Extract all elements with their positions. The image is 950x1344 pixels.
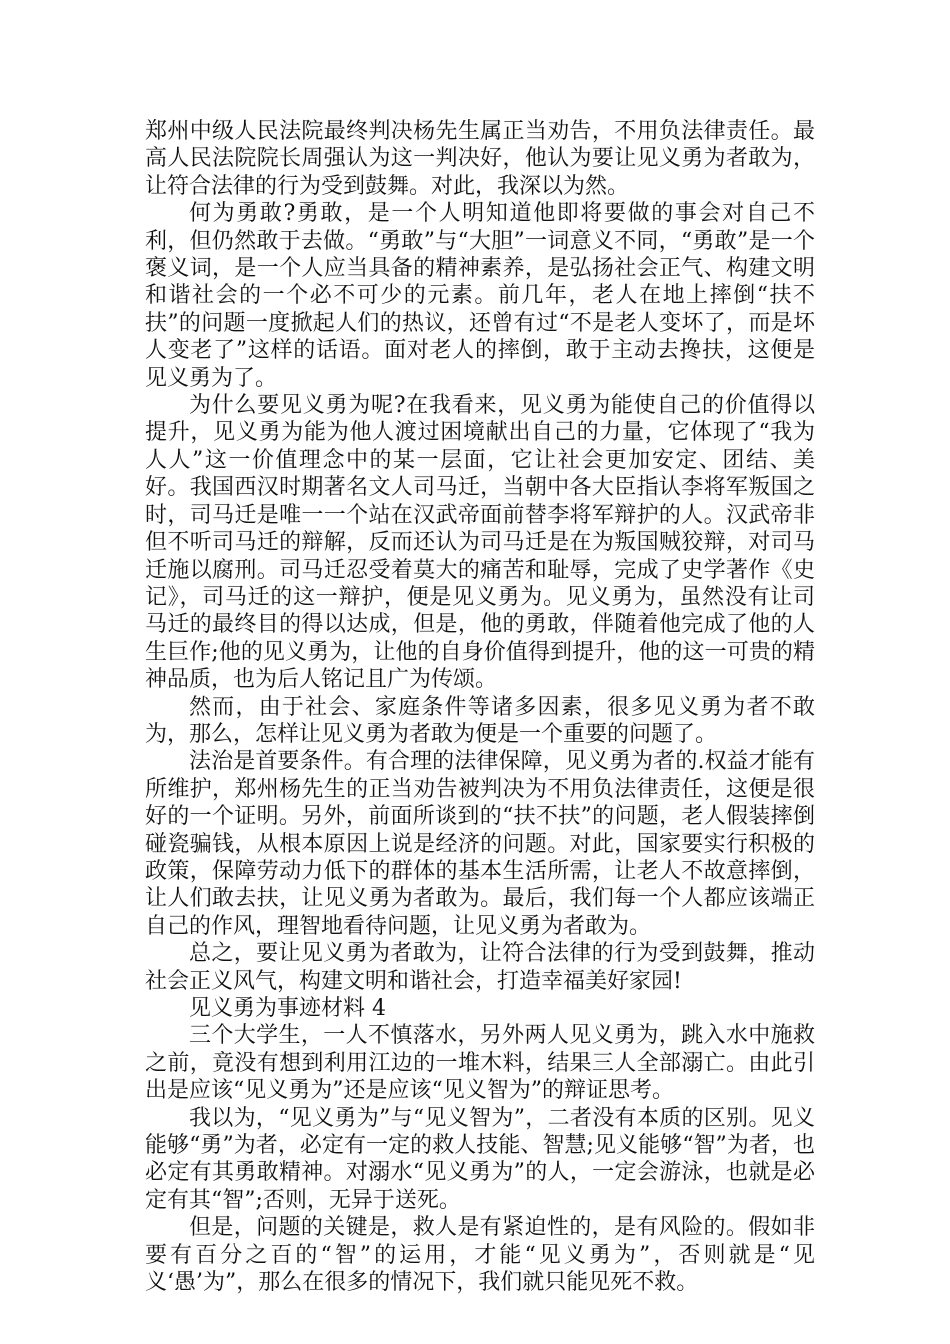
- paragraph: 郑州中级人民法院最终判决杨先生属正当劝告，不用负法律责任。最高人民法院院长周强认为这一判决好，他认为要让见义勇为者敢为，让符合法律的行为受到鼓舞。对此，我深以为然。: [145, 119, 815, 199]
- paragraph: 为什么要见义勇为呢?在我看来，见义勇为能使自己的价值得以提升，见义勇为能为他人渡过困境献出自己的力量，它体现了“我为人人”这一价值理念中的某一层面，它让社会更加安定、团结、美好。我国西汉时期著名文人司马迁，当朝中各大臣指认李将军叛国之时，司马迁是唯一一个站在汉武帝面前替李将军辩护的人。汉武帝非但不听司马迁的辩解，反而还认为司马迁是在为叛国贼狡辩，对司马迁施以腐刑。司马迁忍受着莫大的痛苦和耻辱，完成了史学著作《史记》，司马迁的这一辩护，便是见义勇为。见义勇为，虽然没有让司马迁的最终目的得以达成，但是，他的勇敢，伴随着他完成了他的人生巨作;他的见义勇为，让他的自身价值得到提升，他的这一可贵的精神品质，也为后人铭记且广为传颂。: [145, 393, 815, 693]
- paragraph: 总之，要让见义勇为者敢为，让符合法律的行为受到鼓舞，推动社会正义风气，构建文明和谐社会，打造幸福美好家园!: [145, 941, 815, 994]
- paragraph: 何为勇敢?勇敢，是一个人明知道他即将要做的事会对自己不利，但仍然敢于去做。“勇敢”与“大胆”一词意义不同，“勇敢”是一个褒义词，是一个人应当具备的精神素养，是弘扬社会正气、构建文明和谐社会的一个必不可少的元素。前几年，老人在地上摔倒“扶不扶”的问题一度掀起人们的热议，还曾有过“不是老人变坏了，而是坏人变老了”这样的话语。面对老人的摔倒，敢于主动去搀扶，这便是见义勇为了。: [145, 201, 815, 391]
- document-body: [145, 118, 815, 1296]
- paragraph: 然而，由于社会、家庭条件等诸多因素，很多见义勇为者不敢为，那么，怎样让见义勇为者敢为便是一个重要的问题了。: [145, 694, 815, 747]
- paragraph: 法治是首要条件。有合理的法律保障，见义勇为者的.权益才能有所维护，郑州杨先生的正当劝告被判决为不用负法律责任，这便是很好的一个证明。另外，前面所谈到的“扶不扶”的问题，老人假装摔倒碰瓷骗钱，从根本原因上说是经济的问题。对此，国家要实行积极的政策，保障劳动力低下的群体的基本生活所需，让老人不故意摔倒，让人们敢去扶，让见义勇为者敢为。最后，我们每一个人都应该端正自己的作风，理智地看待问题，让见义勇为者敢为。: [145, 749, 815, 939]
- section-heading: 见义勇为事迹材料 4: [189, 996, 386, 1021]
- paragraph: 但是，问题的关键是，救人是有紧迫性的，是有风险的。假如非要有百分之百的“智”的运用，才能“见义勇为”，否则就是“见义‘愚’为”，那么在很多的情况下，我们就只能见死不救。: [145, 1215, 815, 1296]
- paragraph: 我以为，“见义勇为”与“见义智为”，二者没有本质的区别。见义能够“勇”为者，必定有一定的救人技能、智慧;见义能够“智”为者，也必定有其勇敢精神。对溺水“见义勇为”的人，一定会游泳，也就是必定有其“智”;否则，无异于送死。: [145, 1105, 815, 1213]
- paragraph: 三个大学生，一人不慎落水，另外两人见义勇为，跳入水中施救之前，竟没有想到利用江边的一堆木料，结果三人全部溺亡。由此引出是应该“见义勇为”还是应该“见义智为”的辩证思考。: [145, 1023, 815, 1104]
